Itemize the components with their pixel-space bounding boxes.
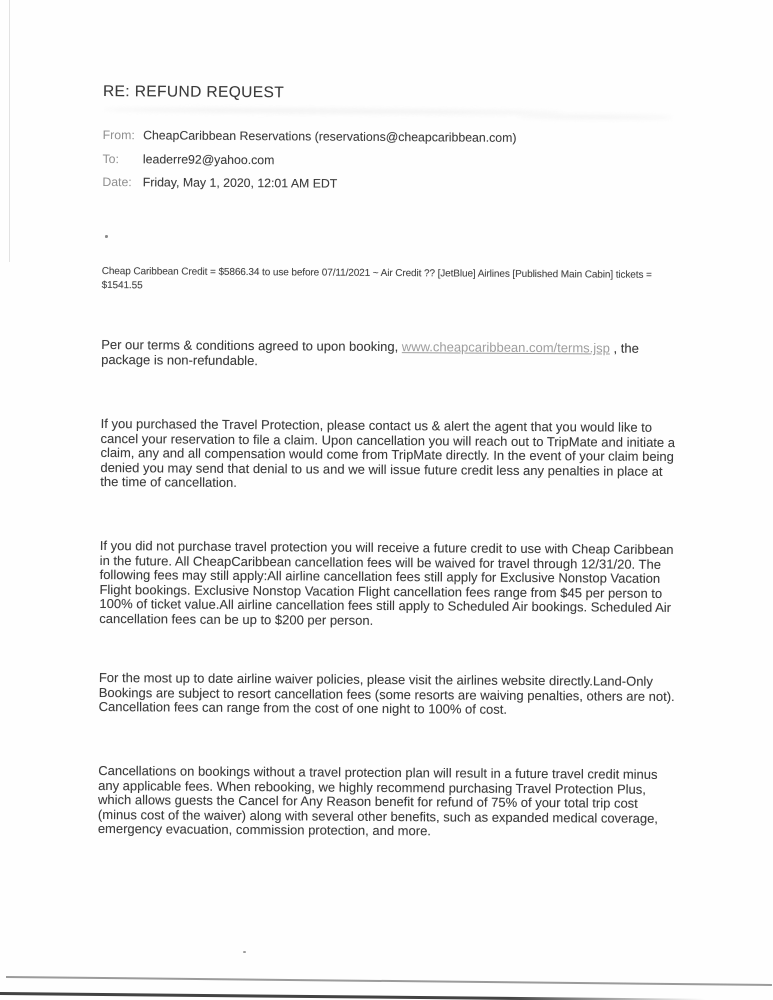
- scan-smudge: [103, 107, 563, 115]
- email-subject: RE: REFUND REQUEST: [102, 83, 285, 102]
- to-label: To:: [102, 151, 119, 166]
- terms-link[interactable]: www.cheapcaribbean.com/terms.jsp: [401, 339, 610, 356]
- date-value: Friday, May 1, 2020, 12:01 AM EDT: [142, 175, 338, 191]
- header-row-from: [103, 128, 517, 154]
- to-value: leaderre92@yahoo.com: [142, 151, 275, 167]
- scan-smudge: [518, 114, 673, 120]
- terms-text-after: , the package is non-refundable.: [101, 340, 639, 368]
- paragraph-airline-waiver: For the most up to date airline waiver policies, please visit the airlines website directly.Land-Only Bookings are subject to resort cancellation fees (some resorts are waiving penalties, others are not). Cancellation fees can range from the cost of one night to 100% of cost.: [98, 669, 675, 718]
- from-value: CheapCaribbean Reservations (reservations@cheapcaribbean.com): [143, 128, 517, 145]
- paragraph-rebooking: Cancellations on bookings without a travel protection plan will result in a future travel credit minus any applicable fees. When rebooking, we highly recommend purchasing Travel Protection Plus, which allows guests the Cancel for Any Reason benefit for refund of 75% of your total trip cost (minus cost of the waiver) along with several other benefits, such as expanded medical coverage, emergency evacuation, commission protection, and more.: [97, 762, 658, 839]
- scan-speck-artifact: [243, 951, 246, 953]
- header-row-date: [102, 175, 516, 201]
- terms-text-before: Per our terms & conditions agreed to upon booking,: [101, 336, 402, 355]
- paragraph-no-protection: If you did not purchase travel protection you will receive a future credit to use with Cheap Caribbean in the future. All CheapCaribbean cancellation fees will be waived for travel through 12/31/20. The following fees may still apply:All airline cancellation fees still apply for Exclusive Nonstop Vacation Flight bookings. Exclusive Nonstop Vacation Flight cancellation fees range from $45 per person to 100% of ticket value.All airline cancellation fees still apply to Scheduled Air bookings. Scheduled Air cancellation fees can be up to $200 per person.: [99, 537, 674, 628]
- date-label: Date:: [102, 174, 132, 190]
- credit-summary: Cheap Caribbean Credit = $5866.34 to use before 07/11/2021 ~ Air Credit ?? [JetBlue] Airlines [Published Main Cabin] tickets = $1541.55: [101, 265, 652, 291]
- from-label: From:: [102, 127, 135, 143]
- paragraph-travel-protection: If you purchased the Travel Protection, please contact us & alert the agent that you would like to cancel your reservation to file a claim. Upon cancellation you will reach out to TripMate and initiate a claim, any and all compensation would come from TripMate directly. In the event of your claim being denied you may send that denial to us and we will issue future credit less any penalties in place at the time of cancellation.: [100, 415, 676, 491]
- stray-dot-artifact: [105, 235, 108, 238]
- email-headers: [102, 128, 516, 201]
- header-row-to: [102, 151, 516, 177]
- paragraph-terms: [101, 338, 679, 371]
